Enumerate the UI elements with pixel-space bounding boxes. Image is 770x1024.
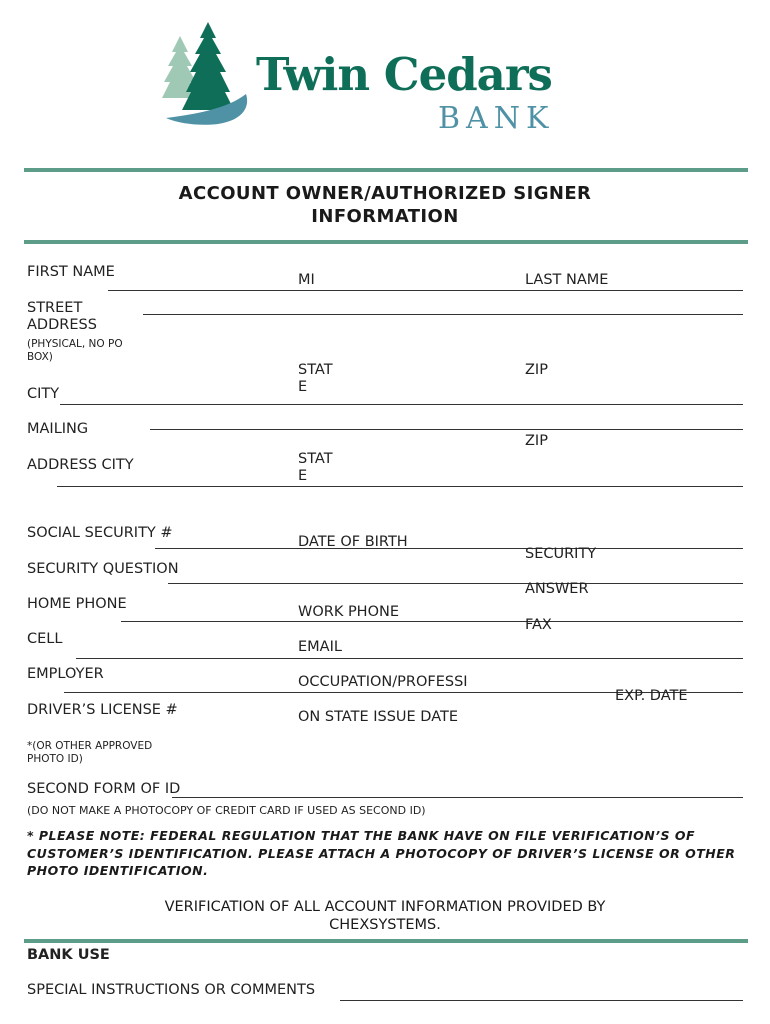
fax-label: FAX xyxy=(525,617,552,633)
mailing-zip-label: ZIP xyxy=(525,433,548,449)
cedar-trees-icon xyxy=(158,22,258,127)
name-input-line[interactable] xyxy=(108,290,743,291)
cell-email-input-line[interactable] xyxy=(76,658,743,659)
exp-date-label: EXP. DATE xyxy=(615,688,688,704)
mailing-input-line[interactable] xyxy=(150,429,743,430)
bank-use-divider xyxy=(24,939,748,943)
dob-label: DATE OF BIRTH xyxy=(298,534,408,550)
security-label: SECURITY xyxy=(525,546,597,562)
ssn-label: SOCIAL SECURITY # xyxy=(27,525,173,541)
zip-label: ZIP xyxy=(525,362,548,378)
email-label: EMAIL xyxy=(298,639,342,655)
cell-label: CELL xyxy=(27,631,63,647)
phone-input-line[interactable] xyxy=(121,621,743,622)
special-instructions-label: SPECIAL INSTRUCTIONS OR COMMENTS xyxy=(27,982,316,998)
bank-use-heading: BANK USE xyxy=(27,947,110,963)
mailing-city-input-line[interactable] xyxy=(57,486,743,487)
home-phone-label: HOME PHONE xyxy=(27,596,127,612)
state-label: STAT E xyxy=(298,362,333,395)
state-issue-date-label: ON STATE ISSUE DATE xyxy=(298,709,459,725)
form-title-line2: INFORMATION xyxy=(311,206,459,227)
ssn-dob-input-line[interactable] xyxy=(155,548,743,549)
federal-regulation-note xyxy=(27,827,743,880)
work-phone-label: WORK PHONE xyxy=(298,604,400,620)
second-form-input-line[interactable] xyxy=(172,797,743,798)
address-city-label: ADDRESS CITY xyxy=(27,457,134,473)
brand-bank: BANK xyxy=(438,101,555,136)
verification-line2: CHEXSYSTEMS. xyxy=(329,917,441,933)
bank-logo xyxy=(158,22,578,137)
drivers-license-note: *(OR OTHER APPROVED PHOTO ID) xyxy=(27,740,153,765)
answer-label: ANSWER xyxy=(525,581,589,597)
last-name-label: LAST NAME xyxy=(525,272,609,288)
second-form-note: (DO NOT MAKE A PHOTOCOPY OF CREDIT CARD IF USED AS SECOND ID) xyxy=(27,804,426,817)
city-input-line[interactable] xyxy=(60,404,743,405)
note-line-2: CUSTOMER’S IDENTIFICATION. PLEASE ATTACH A PHOTOCOPY OF DRIVER’S LICENSE OR OTHER xyxy=(27,845,736,861)
second-form-label: SECOND FORM OF ID xyxy=(27,781,181,797)
occupation-label: OCCUPATION/PROFESSI xyxy=(298,674,468,690)
security-question-input-line[interactable] xyxy=(168,583,743,584)
street-address-note: (PHYSICAL, NO PO BOX) xyxy=(27,338,123,363)
security-question-label: SECURITY QUESTION xyxy=(27,561,179,577)
note-line-1: * PLEASE NOTE: FEDERAL REGULATION THAT THE BANK HAVE ON FILE VERIFICATION’S OF xyxy=(27,828,695,843)
note-line-3: PHOTO IDENTIFICATION. xyxy=(27,863,209,878)
street-address-label: STREET ADDRESS xyxy=(27,300,97,333)
title-divider xyxy=(24,240,748,244)
mailing-state-label: STAT E xyxy=(298,451,333,484)
mailing-label: MAILING xyxy=(27,421,89,437)
form-title-line1: ACCOUNT OWNER/AUTHORIZED SIGNER xyxy=(178,183,592,204)
city-label: CITY xyxy=(27,386,60,402)
employer-label: EMPLOYER xyxy=(27,666,104,682)
brand-name: Twin Cedars xyxy=(256,48,552,101)
top-divider xyxy=(24,168,748,172)
drivers-license-label: DRIVER’S LICENSE # xyxy=(27,702,178,718)
street-address-input-line[interactable] xyxy=(143,314,743,315)
mi-label: MI xyxy=(298,272,315,288)
verification-line1: VERIFICATION OF ALL ACCOUNT INFORMATION PROVIDED BY xyxy=(164,899,606,915)
special-instructions-input-line[interactable] xyxy=(340,1000,743,1001)
first-name-label: FIRST NAME xyxy=(27,264,115,280)
